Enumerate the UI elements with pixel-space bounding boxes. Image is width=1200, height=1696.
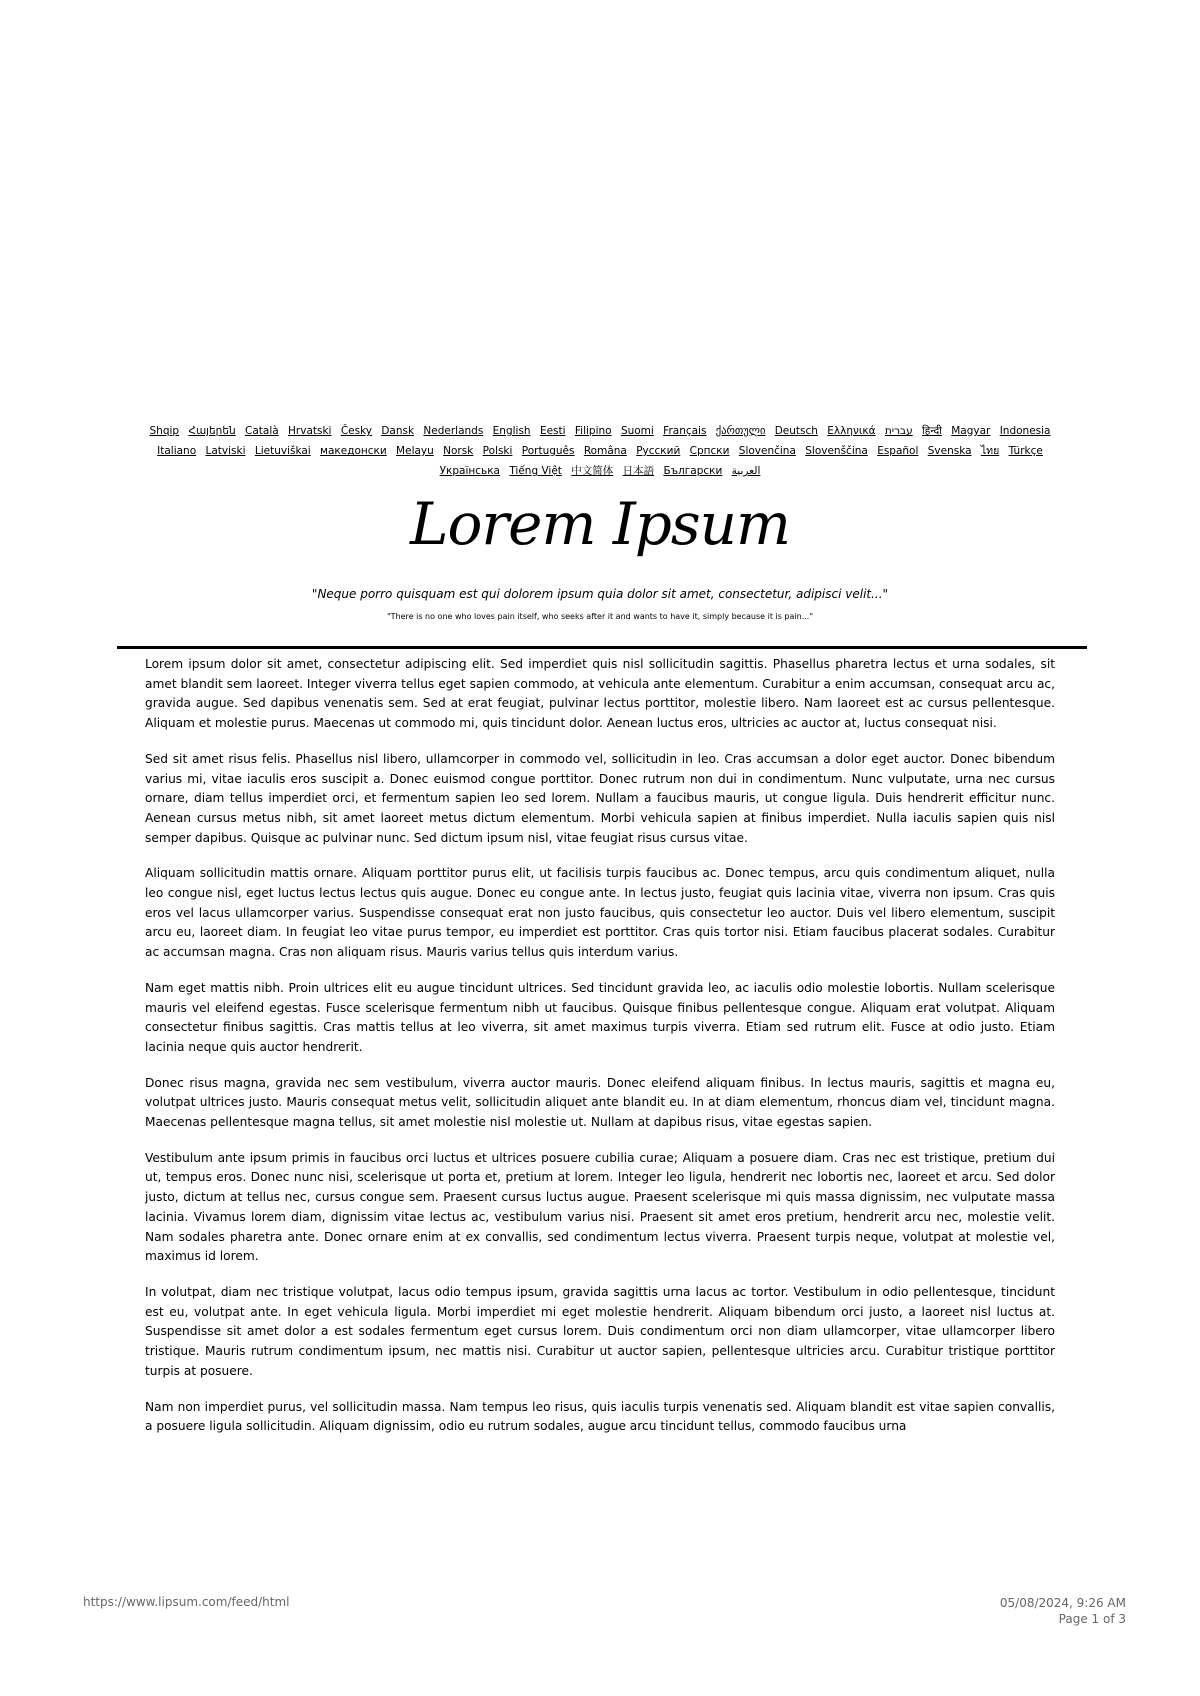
language-link[interactable]: ქართული xyxy=(715,425,766,437)
language-link[interactable]: ไทย xyxy=(980,445,1000,457)
language-link[interactable]: English xyxy=(492,425,531,437)
language-link[interactable]: Melayu xyxy=(396,445,434,457)
language-link[interactable]: Polski xyxy=(482,445,513,457)
language-links xyxy=(145,421,1055,481)
language-link[interactable]: Pyccкий xyxy=(636,445,681,457)
site-logo: Lorem Ipsum xyxy=(409,490,791,558)
language-link[interactable]: Українська xyxy=(439,465,500,477)
footer-meta xyxy=(1000,1595,1126,1627)
paragraph: In volutpat, diam nec tristique volutpat, lacus odio tempus ipsum, gravida sagittis urna lacus ac tortor. Vestibulum in odio pellentesque, tincidunt est eu, volutpat ante. In eget vehicula ligula. Morbi imperdiet mi eget molestie hendrerit. Aliquam bibendum orci justo, a laoreet nisl luctus at. Suspendisse sit amet dolor a est sodales fermentum eget cursus lorem. Duis condimentum orci non diam ullamcorper, vitae ullamcorper libero tristique. Mauris rutrum condimentum ipsum, nec mattis nisi. Curabitur ut auctor sapien, pellentesque ultricies arcu. Curabitur tristique porttitor turpis at posuere. xyxy=(145,1284,1055,1378)
paragraph: Nam eget mattis nibh. Proin ultrices elit eu augue tincidunt ultrices. Sed tincidunt gravida leo, ac iaculis odio molestie lobortis. Nullam scelerisque mauris vel eleifend egestas. Fusce scelerisque fermentum nibh ut faucibus. Quisque finibus pellentesque congue. Aliquam erat volutpat. Aliquam consectetur finibus sagittis. Cras mattis tellus at leo viverra, sit amet maximus turpis viverra. Etiam sed rutrum elit. Fusce at odio justo. Etiam lacinia neque quis auctor hendrerit. xyxy=(145,980,1055,1054)
language-link[interactable]: 中文简体 xyxy=(571,465,614,477)
paragraph: Vestibulum ante ipsum primis in faucibus orci luctus et ultrices posuere cubilia curae; Aliquam a posuere diam. Cras nec est tristique, pretium dui ut, tempus eros. Donec nunc nisi, scelerisque ut porta et, pretium at lorem. Integer leo ligula, hendrerit nec lobortis nec, laoreet et arcu. Sed dolor justo, dictum at tellus nec, cursus congue sem. Praesent cursus luctus augue. Praesent scelerisque mi quis massa dignissim, nec vulputate massa lacinia. Vivamus lorem diam, dignissim vitae lectus ac, vestibulum varius nisi. Praesent sit amet eros pretium, hendrerit arcu nec, molestie velit. Nam sodales pharetra ante. Donec ornare enim at ex convallis, sed condimentum lectus viverra. Praesent turpis neque, volutpat at molestie vel, maximus id lorem. xyxy=(145,1150,1055,1264)
language-link[interactable]: Shqip xyxy=(149,425,180,437)
language-link[interactable]: हिन्दी xyxy=(922,425,942,437)
language-link[interactable]: Italiano xyxy=(157,445,197,457)
language-link[interactable]: Lietuviškai xyxy=(254,445,311,457)
language-link[interactable]: Deutsch xyxy=(774,425,818,437)
language-link[interactable]: Česky xyxy=(340,425,372,437)
paragraph: Lorem ipsum dolor sit amet, consectetur adipiscing elit. Sed imperdiet quis nisl sollicitudin sagittis. Phasellus pharetra lectus et urna sodales, sit amet blandit sem laoreet. Integer viverra tellus eget sapien commodo, at vehicula ante elementum. Curabitur a enim accumsan, consequat arcu ac, gravida augue. Sed dapibus venenatis sem. Sed at erat feugiat, pulvinar lectus porttitor, molestie libero. Nam laoreet est ac cursus pellentesque. Aliquam et molestie purus. Maecenas ut commodo mi, quis tincidunt dolor. Aenean luctus eros, ultricies ac auctor at, luctus consequat nisi. xyxy=(145,657,1055,731)
language-link[interactable]: Suomi xyxy=(620,425,654,437)
divider xyxy=(117,646,1087,649)
language-link[interactable]: Slovenščina xyxy=(805,445,868,457)
language-link[interactable]: Dansk xyxy=(381,425,415,437)
language-link[interactable]: Српски xyxy=(689,445,730,457)
paragraph: Donec risus magna, gravida nec sem vestibulum, viverra auctor mauris. Donec eleifend aliquam finibus. In lectus mauris, sagittis et magna eu, volutpat ultrices justo. Mauris consequat metus velit, sollicitudin aliquet ante blandit eu. In at diam elementum, rhoncus diam vel, tincidunt magna. Maecenas pellentesque magna tellus, sit amet molestie nisl molestie ut. Nullam at dapibus risus, vitae egestas sapien. xyxy=(145,1075,1055,1130)
language-link[interactable]: Հայերեն xyxy=(188,425,236,437)
language-link[interactable]: Ελληνικά xyxy=(827,425,876,437)
language-link[interactable]: Català xyxy=(245,425,279,437)
footer-url: https://www.lipsum.com/feed/html xyxy=(83,1595,290,1609)
language-link[interactable]: Tiếng Việt xyxy=(509,465,562,477)
lorem-content xyxy=(145,655,1055,1493)
paragraph: Aliquam sollicitudin mattis ornare. Aliquam porttitor purus elit, ut facilisis turpis faucibus ac. Donec tempus, arcu quis condimentum aliquet, nulla leo congue nisl, eget luctus lectus lectus quis augue. Donec eu congue ante. In lectus justo, feugiat quis lacinia vitae, viverra non ipsum. Cras quis eros vel lacus ullamcorper varius. Suspendisse consequat erat non justo faucibus, quis consectetur leo auctor. Duis vel libero elementum, suscipit arcu eu, laoreet diam. In feugiat leo vitae purus tempor, eu imperdiet est porttitor. Cras quis tortor nisi. Etiam faucibus placerat sodales. Curabitur ac accumsan magna. Cras non aliquam risus. Mauris varius tellus quis interdum varius. xyxy=(145,866,1055,960)
language-link[interactable]: Indonesia xyxy=(999,425,1051,437)
language-link[interactable]: Български xyxy=(663,465,723,477)
print-datetime: 05/08/2024, 9:26 AM xyxy=(999,1596,1126,1610)
language-link[interactable]: Latviski xyxy=(205,445,246,457)
language-link[interactable]: עברית xyxy=(884,425,913,437)
language-link[interactable]: Hrvatski xyxy=(288,425,332,437)
english-quote: "There is no one who loves pain itself, who seeks after it and wants to have it, simply because it is pain..." xyxy=(386,612,814,621)
language-link[interactable]: Eesti xyxy=(539,425,566,437)
language-link[interactable]: Româna xyxy=(583,445,627,457)
latin-quote: "Neque porro quisquam est qui dolorem ipsum quia dolor sit amet, consectetur, adipisci velit..." xyxy=(311,587,889,601)
language-link[interactable]: Slovenčina xyxy=(738,445,796,457)
language-link[interactable]: العربية xyxy=(731,465,761,477)
language-link[interactable]: 日本語 xyxy=(622,465,655,477)
language-link[interactable]: Magyar xyxy=(951,425,991,437)
paragraph: Sed sit amet risus felis. Phasellus nisl libero, ullamcorper in commodo vel, sollicitudin in leo. Cras accumsan a dolor eget auctor. Donec bibendum varius mi, vitae iaculis eros suscipit a. Donec euismod congue porttitor. Donec rutrum non dui in condimentum. Nunc vulputate, urna nec cursus ornare, diam tellus imperdiet orci, et fermentum sapien leo sed lorem. Nullam a faucibus mauris, ut congue ligula. Duis hendrerit efficitur nunc. Aenean cursus metus nibh, sit amet laoreet metus dictum elementum. Morbi vehicula sapien at finibus imperdiet. Nulla iaculis sapien quis nisl semper dapibus. Quisque ac pulvinar nunc. Sed dictum ipsum nisl, vitae feugiat risus cursus vitae. xyxy=(145,751,1055,845)
language-link[interactable]: Türkçe xyxy=(1008,445,1043,457)
language-link[interactable]: Norsk xyxy=(443,445,474,457)
language-link[interactable]: македонски xyxy=(320,445,387,457)
language-link[interactable]: Português xyxy=(521,445,575,457)
language-link[interactable]: Español xyxy=(877,445,919,457)
language-link[interactable]: Français xyxy=(663,425,707,437)
language-link[interactable]: Filipino xyxy=(574,425,612,437)
language-link[interactable]: Svenska xyxy=(927,445,972,457)
page-number: Page 1 of 3 xyxy=(1058,1612,1126,1626)
language-link[interactable]: Nederlands xyxy=(423,425,484,437)
paragraph: Nam non imperdiet purus, vel sollicitudin massa. Nam tempus leo risus, quis iaculis turpis venenatis sed. Aliquam blandit est vitae sapien convallis, a posuere ligula sollicitudin. Aliquam dignissim, odio eu rutrum sodales, augue arcu tincidunt tellus, commodo faucibus urna xyxy=(145,1399,1055,1434)
